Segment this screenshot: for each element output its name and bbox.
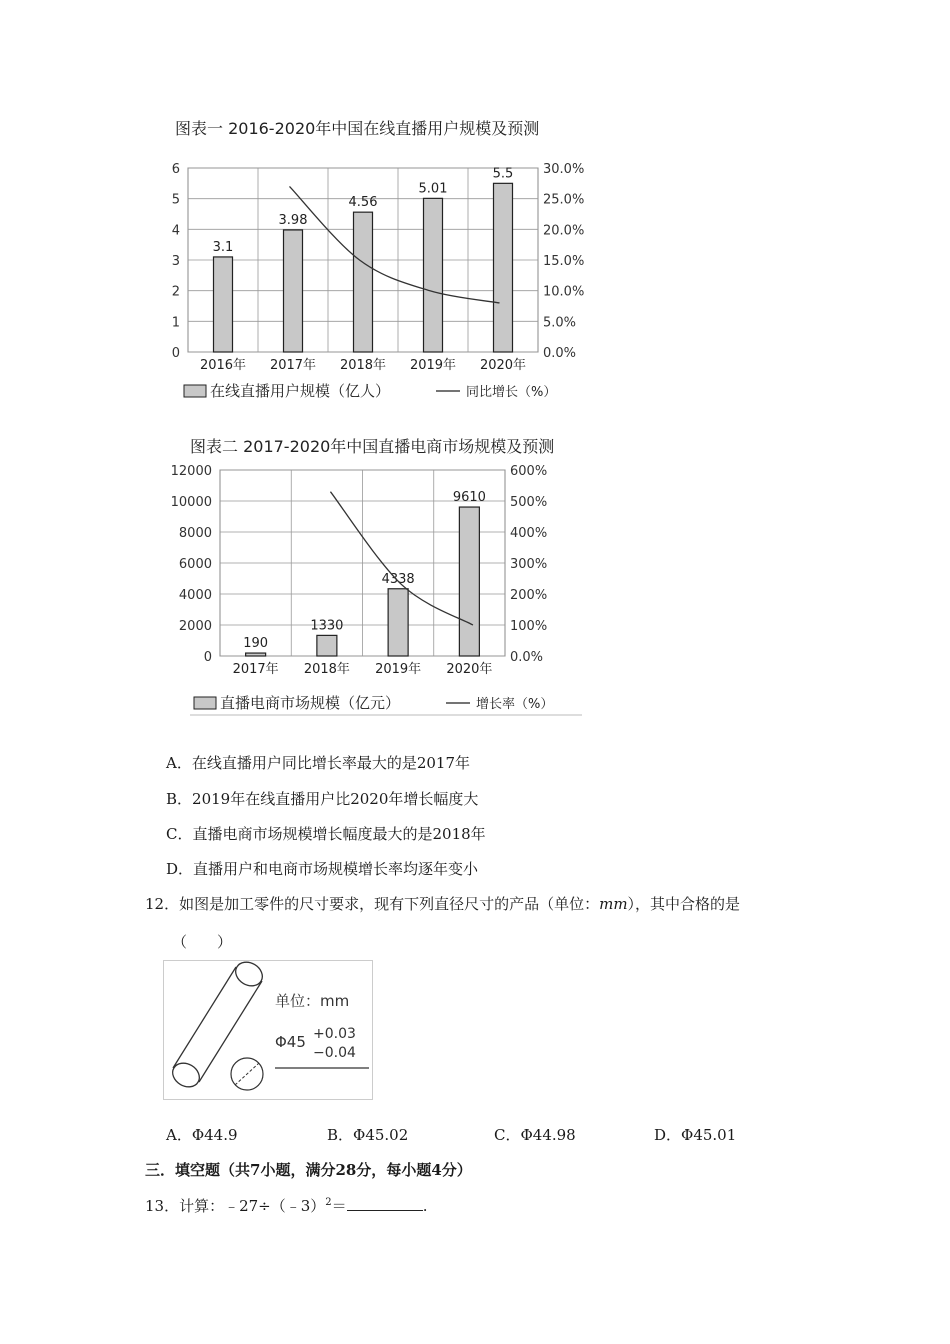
cylinder-figure	[163, 960, 373, 1100]
chart2-title: 图表二 2017-2020年中国直播电商市场规模及预测	[190, 437, 555, 456]
bar-data-label: 4.56	[348, 195, 378, 211]
q13	[145, 1195, 427, 1216]
bar	[246, 653, 266, 656]
bar-data-label: 4338	[381, 571, 415, 587]
y2-tick-label: 25.0%	[543, 192, 585, 208]
q11-option-c: C．直播电商市场规模增长幅度最大的是2018年	[166, 825, 486, 843]
x-tick-label: 2016年	[199, 358, 247, 373]
y-tick-label: 4000	[178, 588, 212, 603]
y2-tick-label: 0.0%	[543, 346, 577, 361]
x-tick-label: 2019年	[409, 358, 457, 373]
legend-line-label: 增长率（%）	[476, 697, 554, 712]
bar-data-label: 5.5	[492, 166, 514, 182]
y-tick-label: 8000	[178, 526, 212, 541]
y-tick-label: 10000	[170, 495, 212, 510]
y-tick-label: 6000	[178, 557, 212, 572]
bar-data-label: 1330	[310, 618, 344, 634]
legend-bar-swatch	[194, 697, 216, 709]
y2-tick-label: 5.0%	[543, 315, 577, 331]
y2-tick-label: 100%	[510, 619, 548, 634]
y-tick-label: 0	[171, 346, 180, 361]
chart1-title: 图表一 2016-2020年中国在线直播用户规模及预测	[175, 119, 540, 138]
y-tick-label: 6	[171, 162, 180, 177]
y-tick-label: 12000	[170, 464, 212, 479]
q12-text-end: ），其中合格的是	[627, 895, 741, 913]
q11-option-d: D．直播用户和电商市场规模增长率均逐年变小	[166, 860, 479, 878]
q12-option-d: D．Φ45.01	[654, 1126, 737, 1144]
bar-data-label: 9610	[452, 490, 486, 506]
y-tick-label: 5	[171, 192, 180, 208]
x-tick-label: 2018年	[339, 358, 387, 373]
x-tick-label: 2020年	[479, 358, 527, 373]
y2-tick-label: 30.0%	[543, 162, 585, 177]
legend-line-label: 同比增长（%）	[466, 385, 557, 400]
x-tick-label: 2017年	[232, 662, 279, 677]
q12-figure	[163, 960, 373, 1100]
y2-tick-label: 0.0%	[510, 650, 544, 665]
q12-stem	[145, 893, 740, 914]
bar	[388, 589, 408, 656]
bar	[284, 230, 303, 352]
bar	[354, 212, 373, 352]
legend-bar-label: 直播电商市场规模（亿元）	[220, 694, 401, 712]
q12-option-c: C．Φ44.98	[494, 1126, 576, 1144]
y2-tick-label: 200%	[510, 588, 548, 603]
chart1	[160, 140, 600, 410]
q13-prefix: 13．计算：﹣27÷（﹣3）	[145, 1197, 326, 1215]
y2-tick-label: 10.0%	[543, 284, 585, 300]
q13-end: .	[422, 1197, 428, 1215]
legend-bar-label: 在线直播用户规模（亿人）	[210, 382, 391, 400]
y2-tick-label: 15.0%	[543, 254, 585, 269]
q13-eq: ＝	[331, 1197, 347, 1215]
y2-tick-label: 500%	[510, 495, 548, 510]
bar-data-label: 3.98	[278, 212, 308, 228]
y2-tick-label: 300%	[510, 557, 548, 572]
q13-answer-blank[interactable]	[347, 1196, 423, 1211]
y-tick-label: 2000	[178, 619, 212, 634]
bar	[214, 257, 233, 352]
y-tick-label: 4	[171, 223, 180, 239]
chart2	[160, 458, 600, 718]
section3-heading: 三．填空题（共7小题，满分28分，每小题4分）	[145, 1161, 472, 1179]
q12-unit: mm	[599, 895, 628, 913]
q12-option-a: A．Φ44.9	[166, 1126, 238, 1144]
x-tick-label: 2018年	[303, 662, 350, 677]
y2-tick-label: 20.0%	[543, 223, 585, 239]
x-tick-label: 2017年	[269, 358, 317, 373]
bar-data-label: 3.1	[212, 239, 234, 255]
y-tick-label: 1	[171, 315, 180, 331]
q12-fig-unit: 单位：mm	[275, 992, 350, 1010]
bar	[317, 635, 337, 656]
q12-fig-phi: Φ45	[275, 1033, 306, 1051]
q12-fig-lower: −0.04	[313, 1045, 356, 1061]
q12-answer-paren: （ ）	[172, 933, 233, 951]
x-tick-label: 2020年	[446, 662, 493, 677]
y-tick-label: 0	[203, 650, 212, 665]
q12-fig-upper: +0.03	[313, 1026, 356, 1042]
legend-bar-swatch	[184, 385, 206, 397]
bar	[424, 198, 443, 352]
q11-option-b: B．2019年在线直播用户比2020年增长幅度大	[166, 790, 479, 808]
q11-option-a: A．在线直播用户同比增长率最大的是2017年	[166, 754, 471, 772]
q13-sup: 2	[325, 1197, 332, 1208]
q12-text: 12．如图是加工零件的尺寸要求，现有下列直径尺寸的产品（单位：	[145, 895, 600, 913]
x-tick-label: 2019年	[375, 662, 422, 677]
bar-data-label: 190	[243, 636, 269, 652]
bar-data-label: 5.01	[418, 181, 448, 197]
bar	[459, 507, 479, 656]
y-tick-label: 2	[171, 284, 180, 300]
y2-tick-label: 600%	[510, 464, 548, 479]
y-tick-label: 3	[171, 254, 180, 269]
bar	[494, 183, 513, 352]
q12-option-b: B．Φ45.02	[327, 1126, 409, 1144]
y2-tick-label: 400%	[510, 526, 548, 541]
